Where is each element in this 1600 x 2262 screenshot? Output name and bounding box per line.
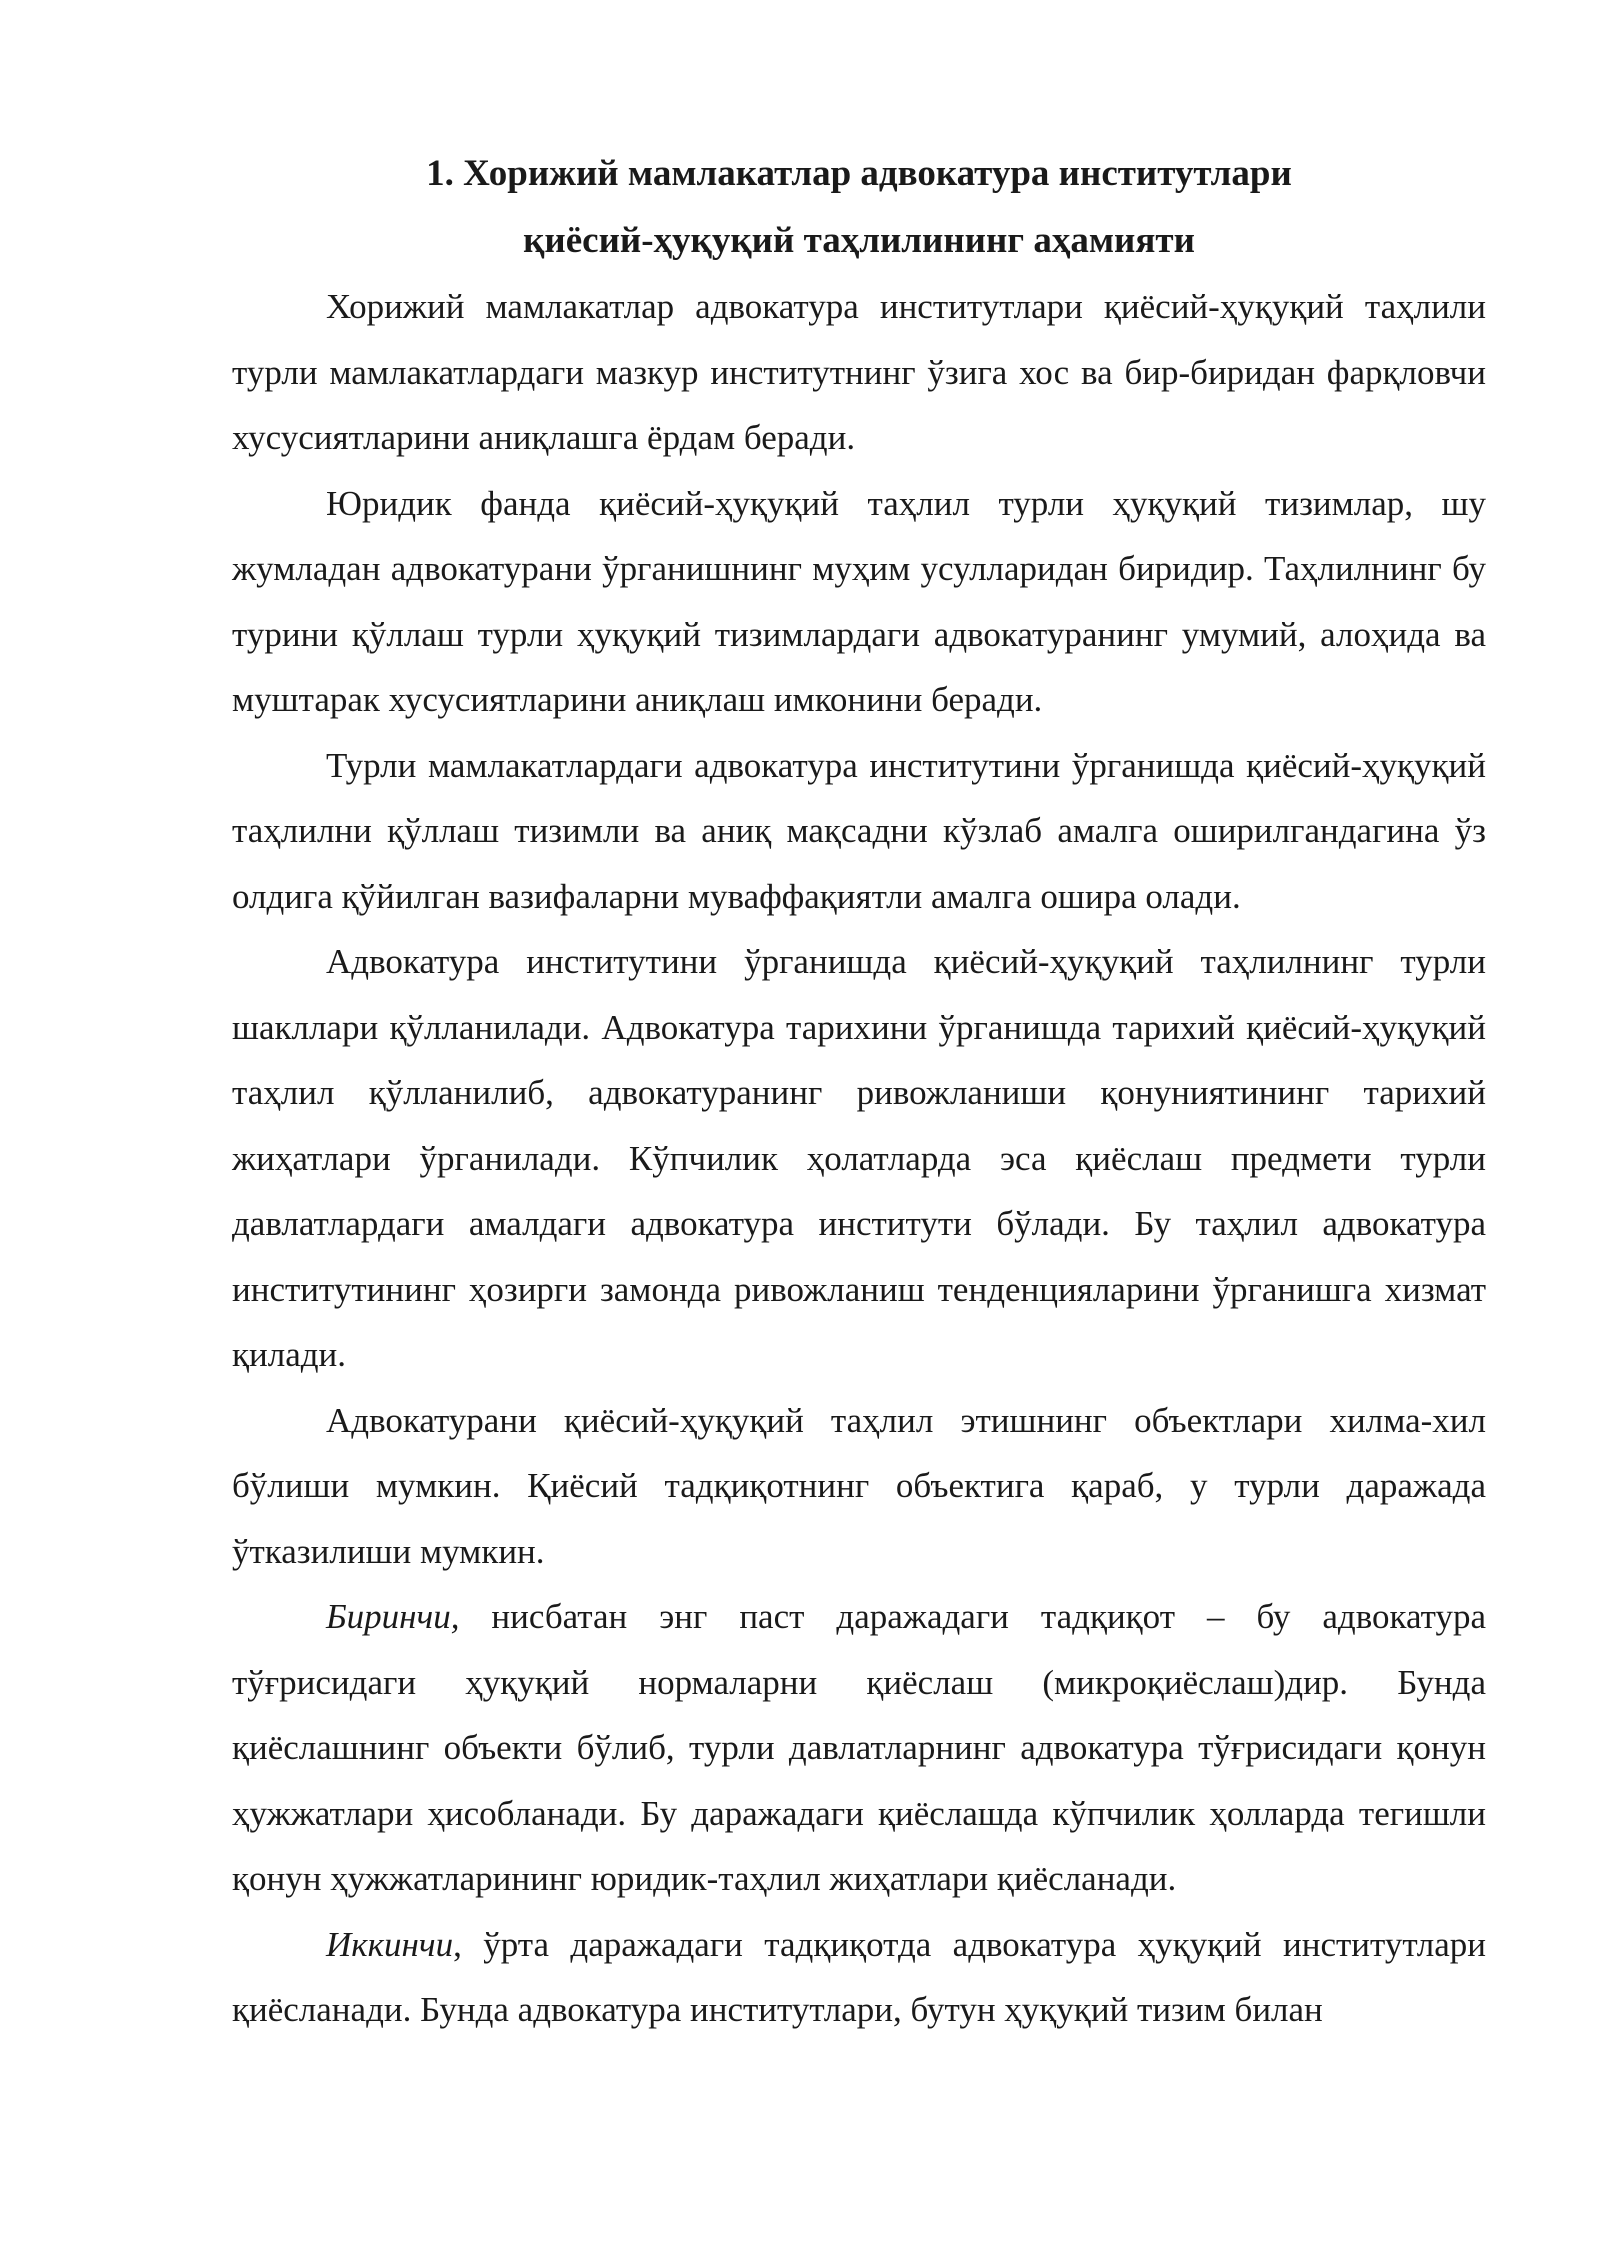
paragraph-3 xyxy=(232,733,1486,930)
paragraph-1 xyxy=(232,274,1486,471)
heading-line-1: 1. Хорижий мамлакатлар адвокатура институтлари xyxy=(426,153,1292,194)
heading-line-2: қиёсий-ҳуқуқий таҳлилининг аҳамияти xyxy=(523,220,1195,261)
paragraph-lead-italic: Биринчи, xyxy=(326,1597,460,1636)
section-heading xyxy=(232,140,1486,274)
paragraph-text: Хорижий мамлакатлар адвокатура институтлари қиёсий-ҳуқуқий таҳлили турли мамлакатлардаги мазкур институтнинг ўзига хос ва бир-биридан фарқловчи хусусиятларини аниқлашга ёрдам беради. xyxy=(232,287,1486,457)
paragraph-text: Турли мамлакатлардаги адвокатура институтини ўрганишда қиёсий-ҳуқуқий таҳлилни қўллаш тизимли ва аниқ мақсадни кўзлаб амалга оширилгандагина ўз олдига қўйилган вазифаларни муваффақиятли амалга ошира олади. xyxy=(232,745,1486,916)
paragraph-text: Адвокатурани қиёсий-ҳуқуқий таҳлил этишнинг объектлари хилма-хил бўлиши мумкин. Қиёсий тадқиқотнинг объектига қараб, у турли даражада ўтказилиши мумкин. xyxy=(232,1400,1486,1571)
document-page xyxy=(232,140,1486,2043)
paragraph-text: , ўрта даражадаги тадқиқотда адвокатура ҳуқуқий институтлари қиёсланади. Бунда адвокатура институтлари, бутун ҳуқуқий тизим билан xyxy=(232,1924,1486,2029)
paragraph-5 xyxy=(232,1388,1486,1585)
paragraph-4 xyxy=(232,929,1486,1388)
paragraph-6 xyxy=(232,1584,1486,1912)
paragraph-text: Адвокатура институтини ўрганишда қиёсий-ҳуқуқий таҳлилнинг турли шакллари қўлланилади. Адвокатура тарихини ўрганишда тарихий қиёсий-ҳуқуқий таҳлил қўлланилиб, адвокатуранинг ривожланиши қонуниятининг тарихий жиҳатлари ўрганилади. Кўпчилик ҳолатларда эса қиёслаш предмети турли давлатлардаги амалдаги адвокатура институти бўлади. Бу таҳлил адвокатура институтининг ҳозирги замонда ривожланиш тенденцияларини ўрганишга хизмат қилади. xyxy=(232,942,1486,1374)
paragraph-7 xyxy=(232,1912,1486,2043)
paragraph-text: Юридик фанда қиёсий-ҳуқуқий таҳлил турли ҳуқуқий тизимлар, шу жумладан адвокатурани ўрганишнинг муҳим усулларидан биридир. Таҳлилнинг бу турини қўллаш турли ҳуқуқий тизимлардаги адвокатуранинг умумий, алоҳида ва муштарак хусусиятларини аниқлаш имконини беради. xyxy=(232,483,1486,719)
paragraph-lead-italic: Иккинчи xyxy=(326,1924,454,1964)
paragraph-2 xyxy=(232,471,1486,733)
paragraph-text: нисбатан энг паст даражадаги тадқиқот – бу адвокатура тўғрисидаги ҳуқуқий нормаларни қиёслаш (микроқиёслаш)дир. Бунда қиёслашнинг объекти бўлиб, турли давлатларнинг адвокатура тўғрисидаги қонун ҳужжатлари ҳисобланади. Бу даражадаги қиёслашда кўпчилик ҳолларда тегишли қонун ҳужжатларининг юридик-таҳлил жиҳатлари қиёсланади. xyxy=(232,1597,1486,1898)
